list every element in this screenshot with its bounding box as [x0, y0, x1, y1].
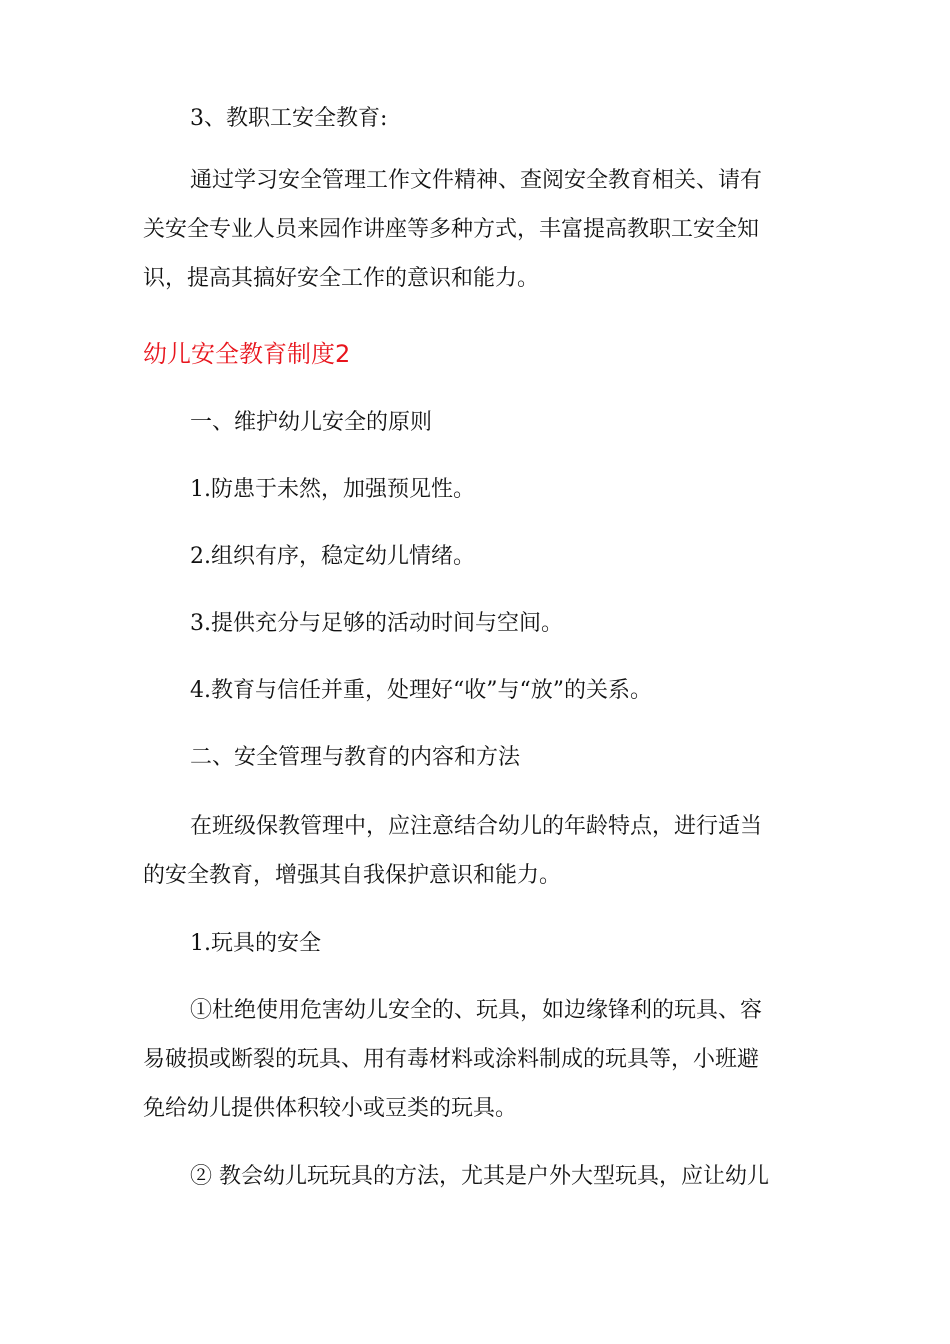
paragraph-line: 二、安全管理与教育的内容和方法: [190, 745, 521, 770]
paragraph-line: 在班级保教管理中，应注意结合幼儿的年龄特点，进行适当: [190, 814, 763, 839]
paragraph-line: 3、教职工安全教育:: [190, 106, 388, 131]
paragraph-line: 1.玩具的安全: [190, 931, 321, 956]
paragraph-line: 通过学习安全管理工作文件精神、查阅安全教育相关、请有: [190, 168, 763, 193]
section-heading: 幼儿安全教育制度2: [143, 340, 351, 368]
paragraph-line: ② 教会幼儿玩玩具的方法，尤其是户外大型玩具，应让幼儿: [190, 1164, 769, 1189]
paragraph-line: 易破损或断裂的玩具、用有毒材料或涂料制成的玩具等，小班避: [143, 1047, 760, 1072]
paragraph-line: 关安全专业人员来园作讲座等多种方式，丰富提高教职工安全知: [143, 217, 760, 242]
paragraph-line: 一、维护幼儿安全的原则: [190, 410, 433, 435]
list-item: 2.组织有序，稳定幼儿情绪。: [190, 544, 475, 569]
list-item: 1.防患于未然，加强预见性。: [190, 477, 475, 502]
list-item: 4.教育与信任并重，处理好“收”与“放”的关系。: [190, 678, 652, 703]
paragraph-line: 的安全教育，增强其自我保护意识和能力。: [143, 863, 562, 888]
paragraph-line: 免给幼儿提供体积较小或豆类的玩具。: [143, 1096, 518, 1121]
paragraph-line: ①杜绝使用危害幼儿安全的、玩具，如边缘锋利的玩具、容: [190, 998, 763, 1023]
paragraph-line: 识，提高其搞好安全工作的意识和能力。: [143, 266, 540, 291]
list-item: 3.提供充分与足够的活动时间与空间。: [190, 611, 563, 636]
